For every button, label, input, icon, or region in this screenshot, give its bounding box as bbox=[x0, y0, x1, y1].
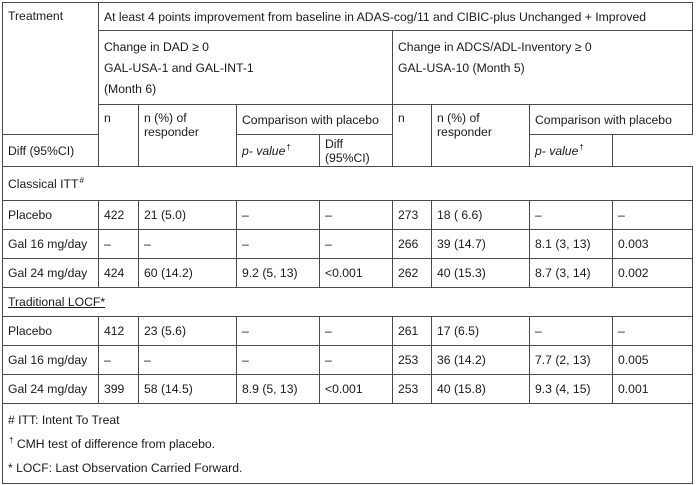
section-label-classical-itt: Classical ITT# bbox=[3, 167, 693, 201]
comparison-header-1: Comparison with placebo bbox=[237, 105, 393, 135]
table-title: At least 4 points improvement from baseline in ADAS-cog/11 and CIBIC-plus Unchanged + Improved bbox=[99, 3, 693, 31]
responder-header-1: n (%) of responder bbox=[139, 105, 237, 167]
n-header-2: n bbox=[393, 105, 432, 167]
group-1-header: Change in DAD ≥ 0 GAL-USA-1 and GAL-INT-1 (Month 6) bbox=[99, 31, 393, 105]
responder-header-2: n (%) of responder bbox=[432, 105, 530, 167]
footnote-locf: * LOCF: Last Observation Carried Forward. bbox=[8, 460, 243, 475]
n-header-1: n bbox=[99, 105, 139, 167]
group-2-header: Change in ADCS/ADL-Inventory ≥ 0 GAL-USA-10 (Month 5) bbox=[393, 31, 693, 105]
footnotes bbox=[3, 404, 693, 484]
footnote-cmh: † CMH test of difference from placebo. bbox=[9, 435, 216, 451]
results-table bbox=[2, 2, 693, 484]
table-row: Placebo 412 23 (5.6) – – 261 17 (6.5) – – bbox=[3, 317, 693, 346]
footnote-itt: # ITT: Intent To Treat bbox=[8, 412, 120, 427]
table-row: Gal 24 mg/day 424 60 (14.2) 9.2 (5, 13) <0.001 262 40 (15.3) 8.7 (3, 14) 0.002 bbox=[3, 259, 693, 288]
table-row: Gal 16 mg/day – – – – 266 39 (14.7) 8.1 (3, 13) 0.003 bbox=[3, 230, 693, 259]
treatment-header: Treatment bbox=[3, 3, 99, 135]
pvalue-header-2: p- value† bbox=[530, 135, 613, 167]
table-row: Placebo 422 21 (5.0) – – 273 18 ( 6.6) – – bbox=[3, 201, 693, 230]
table-row: Gal 16 mg/day – – – – 253 36 (14.2) 7.7 (2, 13) 0.005 bbox=[3, 346, 693, 375]
section-label-traditional-locf: Traditional LOCF* bbox=[3, 288, 693, 317]
table-row: Gal 24 mg/day 399 58 (14.5) 8.9 (5, 13) <0.001 253 40 (15.8) 9.3 (4, 15) 0.001 bbox=[3, 375, 693, 404]
diff-header-2: Diff (95%CI) bbox=[320, 135, 393, 167]
pvalue-header-1: p- value† bbox=[237, 135, 320, 167]
diff-header-1: Diff (95%CI) bbox=[3, 135, 99, 167]
comparison-header-2: Comparison with placebo bbox=[530, 105, 693, 135]
